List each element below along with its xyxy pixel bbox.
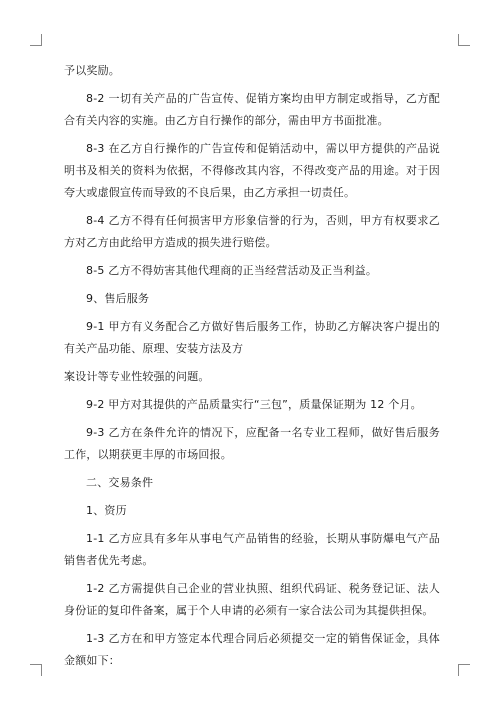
paragraph: 9-2 甲方对其提供的产品质量实行“三包”，质量保证期为 12 个月。 <box>86 398 422 411</box>
paragraph: 予以奖励。 <box>64 64 120 77</box>
paragraph: 案设计等专业性较强的问题。 <box>64 370 210 383</box>
paragraph: 8-5 乙方不得妨害其他代理商的正当经营活动及正当利益。 <box>86 264 378 277</box>
paragraph: 1-3 乙方在和甲方签定本代理合同后必须提交一定的销售保证金，具体金额如下： <box>64 632 440 667</box>
paragraph: 1-1 乙方应具有多年从事电气产品销售的经验，长期从事防爆电气产品销售者优先考虑。 <box>64 532 440 567</box>
crop-mark-bottom-left <box>30 664 42 676</box>
paragraph: 1-2 乙方需提供自己企业的营业执照、组织代码证、税务登记证、法人身份证的复印件备案，属于个人申请的必须有一家合法公司为其提供担保。 <box>64 582 440 617</box>
crop-mark-top-left <box>30 34 42 46</box>
crop-mark-top-right <box>458 34 470 46</box>
paragraph: 8-4 乙方不得有任何损害甲方形象信誉的行为，否则，甲方有权要求乙方对乙方由此给甲方造成的损失进行赔偿。 <box>64 214 440 249</box>
section-heading: 1、资历 <box>86 504 127 517</box>
paragraph: 9-3 乙方在条件允许的情况下，应配备一名专业工程师，做好售后服务工作，以期获更丰厚的市场回报。 <box>64 426 440 461</box>
section-heading: 9、售后服务 <box>86 292 150 305</box>
crop-mark-bottom-right <box>458 664 470 676</box>
paragraph: 8-3 在乙方自行操作的广告宣传和促销活动中，需以甲方提供的产品说明书及相关的资料为依据，不得修改其内容，不得改变产品的用途。对于因夸大或虚假宣传而导致的不良后果，由乙方承担一切责任。 <box>64 142 440 199</box>
document-body <box>64 60 440 672</box>
paragraph: 9-1 甲方有义务配合乙方做好售后服务工作，协助乙方解决客户提出的有关产品功能、原理、安装方法及方 <box>64 320 440 355</box>
section-heading: 二、交易条件 <box>86 476 154 489</box>
paragraph: 8-2 一切有关产品的广告宣传、促销方案均由甲方制定或指导，乙方配合有关内容的实施。由乙方自行操作的部分，需由甲方书面批准。 <box>64 92 440 127</box>
